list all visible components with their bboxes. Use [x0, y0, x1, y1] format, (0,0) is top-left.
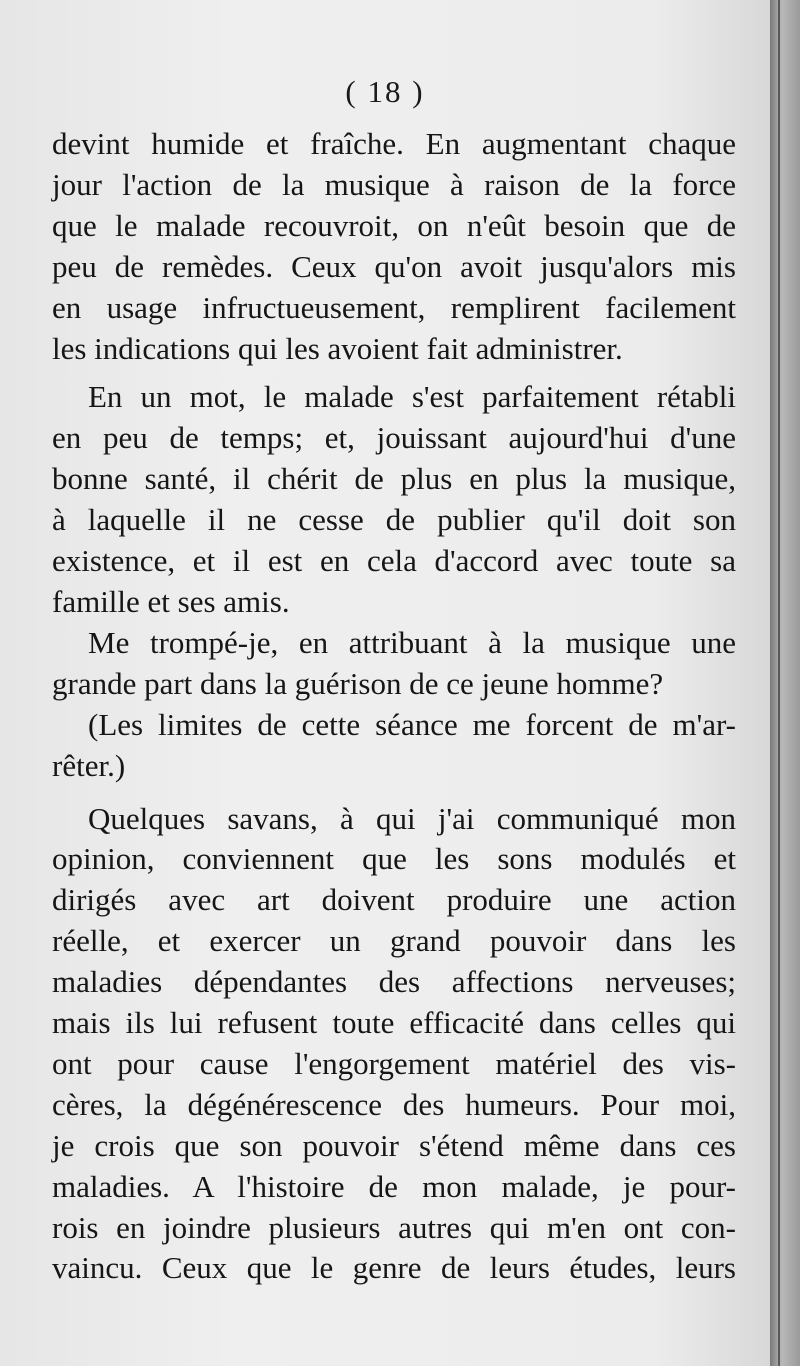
page-number: ( 18 ) — [345, 74, 425, 109]
text-line: je crois que son pouvoir s'étend même dans ces — [52, 1127, 736, 1163]
text-line: maladies. A l'histoire de mon malade, je pour- — [52, 1168, 736, 1204]
paragraph-3 — [52, 623, 736, 705]
paragraph-2 — [52, 377, 736, 622]
text-line: existence, et il est en cela d'accord avec toute sa — [52, 543, 736, 579]
text-line: les indications qui les avoient fait administrer. — [52, 330, 623, 366]
text-line: à laquelle il ne cesse de publier qu'il doit son — [52, 502, 736, 538]
paragraph-4 — [52, 705, 736, 787]
text-line: En un mot, le malade s'est parfaitement rétabli — [88, 379, 736, 415]
text-line: grande part dans la guérison de ce jeune homme? — [52, 665, 664, 701]
book-gutter — [770, 0, 800, 1366]
text-line: devint humide et fraîche. En augmentant chaque — [52, 126, 736, 161]
text-line: peu de remèdes. Ceux qu'on avoit jusqu'alors mis — [52, 248, 736, 284]
paragraph-5 — [52, 799, 736, 1290]
text-line: maladies dépendantes des affections nerveuses; — [52, 964, 736, 1000]
text-line: Me trompé-je, en attribuant à la musique une — [88, 624, 736, 660]
text-line: jour l'action de la musique à raison de la force — [52, 166, 736, 202]
paragraph-1 — [52, 124, 736, 369]
text-line: famille et ses amis. — [52, 583, 290, 619]
text-line: que le malade recouvroit, on n'eût besoin que de — [52, 207, 736, 243]
text-line: vaincu. Ceux que le genre de leurs études, leurs — [52, 1250, 736, 1286]
text-line: (Les limites de cette séance me forcent de m'ar- — [88, 706, 736, 742]
text-line: bonne santé, il chérit de plus en plus la musique, — [52, 461, 736, 497]
text-line: opinion, conviennent que les sons modulés et — [52, 841, 736, 877]
text-line: mais ils lui refusent toute efficacité dans celles qui — [52, 1005, 736, 1041]
text-line: rêter.) — [52, 747, 126, 783]
text-line: cères, la dégénérescence des humeurs. Pour moi, — [52, 1086, 736, 1122]
text-line: ont pour cause l'engorgement matériel des vis- — [52, 1045, 736, 1081]
text-line: en usage infructueusement, remplirent facilement — [52, 289, 736, 325]
text-line: en peu de temps; et, jouissant aujourd'hui d'une — [52, 420, 736, 456]
text-line: rois en joindre plusieurs autres qui m'en ont con- — [52, 1209, 736, 1245]
page-body-text — [52, 124, 736, 1289]
text-line: réelle, et exercer un grand pouvoir dans les — [52, 923, 736, 959]
text-line: dirigés avec art doivent produire une action — [52, 882, 736, 918]
text-line: Quelques savans, à qui j'ai communiqué mon — [88, 800, 736, 836]
